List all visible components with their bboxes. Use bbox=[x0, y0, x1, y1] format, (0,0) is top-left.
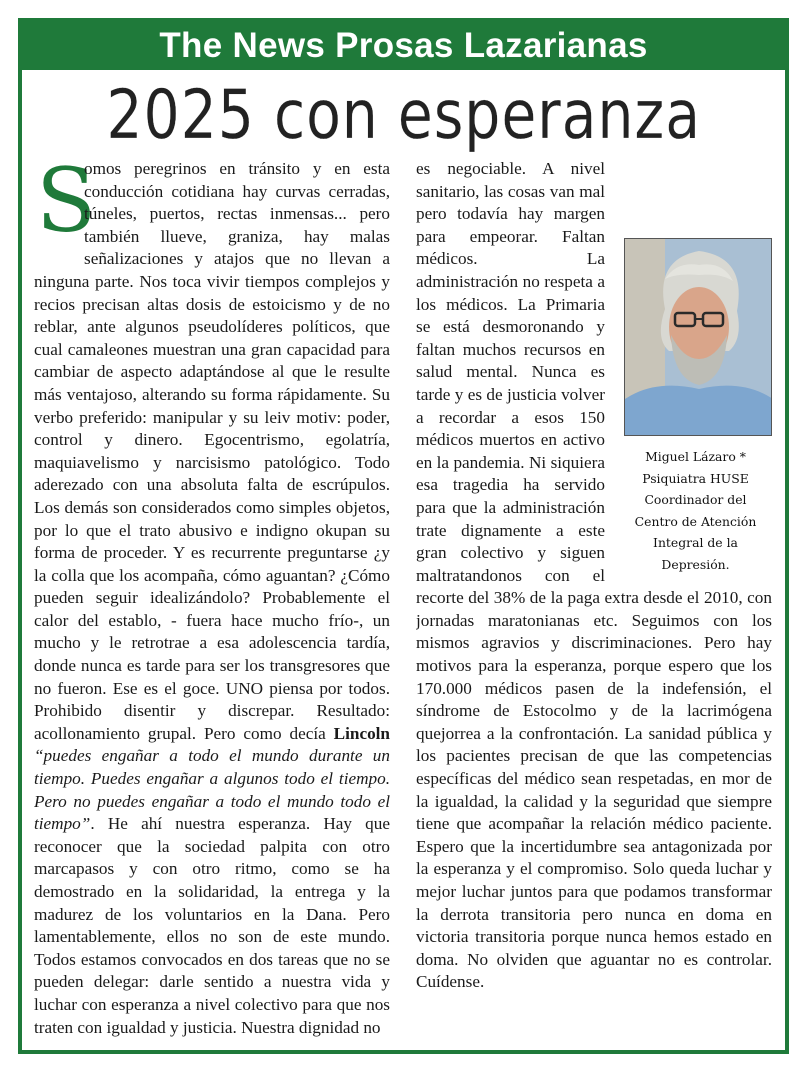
author-box bbox=[615, 238, 772, 579]
lincoln-quote: “puedes engañar a todo el mundo durante un tiempo. Puedes engañar a algunos todo el tiempo. Pero no puedes engañar a todo el mundo todo el tiempo” bbox=[34, 746, 390, 834]
article-text-continued: es negociable. A nivel sanitario, las cosas van mal pero todavía hay margen para empeorar. Faltan médicos. La administración no respeta a los médicos. La Primaria se está desmoronando y faltan muchos recursos en salud mental. Nunca es tarde y es de justicia volver a recordar a esos 150 médicos muertos en activo en la pandemia. Ni siquiera esa tragedia ha servido para que la administración trate dignamente a este gran colectivo y siguen maltratandonos con el recorte del 38% de la paga extra desde el 2010, con jornadas maratonianas etc. Seguimos con los mismos agravios y discriminaciones. Pero hay motivos para la esperanza, porque espero que los 170.000 médicos pasen de la indefensión, el síndrome de Estocolmo y de la lacrimógena quejorrea a la confrontación. La sanidad pública y los pacientes precisan de que las competencias específicas del médico sean respetadas, en mor de la igualdad, la calidad y la seguridad que siempre tiene que acompañar la relación médico paciente. Espero que la incertidumbre sea antagonizada por la esperanza y el compromiso. Solo queda luchar y mejor luchar juntos para que podamos transformar la derrota transitoria pero nunca en doma en victoria transitoria porque nunca hemos estado en doma. No olviden que aguantar no es controlar. Cuídense. bbox=[416, 159, 772, 992]
article-body-continued bbox=[416, 158, 772, 994]
author-role-2: Coordinador del bbox=[644, 492, 747, 507]
author-name: Miguel Lázaro * bbox=[645, 449, 746, 464]
author-photo bbox=[624, 238, 772, 436]
article-text-start: omos peregrinos en tránsito y en esta conducción cotidiana hay curvas cerradas, túneles, puertos, rectas inmensas... pero también llueve, graniza, hay malas señalizaciones y atajos que no llevan a ninguna parte. Nos toca vivir tiempos complejos y recios precisan altas dosis de estoicismo y de no reblar, ante algunos pseudolíderes políticos, que cual camaleones muestran una gran capacidad para cambiar de aspecto adaptándose al que le resulte más ventajoso, alterando su forma rápidamente. Su verbo preferido: manipular y su leiv motiv: poder, control y dinero. Egocentrismo, egolatría, maquiavelismo y narcisismo patológico. Todo aderezado con una absoluta falta de escrúpulos. Los demás son considerados como simples objetos, por lo que el trato abusivo e indigno okupan su forma de proceder. Y es recurrente preguntarse ¿y la colla que los acompaña, cómo aguantan? ¿Cómo pueden seguir idealizándolo? Probablemente el calor del establo, - fuera hace mucho frío-, un mucho y le retrotrae a esa adolescencia tardía, donde nunca es tarde para ser los transgresores que no fueron. Ese es el goce. UNO piensa por todos. Prohibido disentir y discrepar. Resultado: acollonamiento grupal. Pero como decía bbox=[34, 159, 390, 743]
article-body bbox=[34, 158, 390, 1038]
author-role-4: Integral de la bbox=[653, 535, 738, 550]
author-role: Psiquiatra HUSE bbox=[642, 470, 749, 486]
drop-cap: S bbox=[36, 158, 97, 252]
author-role-3: Centro de Atención bbox=[634, 513, 757, 529]
lincoln-name: Lincoln bbox=[333, 723, 390, 743]
section-banner: The News Prosas Lazarianas bbox=[22, 22, 785, 70]
headline-text: 2025 con esperanza bbox=[106, 76, 701, 155]
headline bbox=[22, 74, 785, 158]
article-column-1 bbox=[34, 158, 390, 1038]
article-text-end: . He ahí nuestra esperanza. Hay que reconocer que la sociedad palpita con otro marcapasos y con otro ritmo, como se ha demostrado en la solidaridad, la entrega y la madurez de los voluntarios en la Dana. Pero lamentablemente, ellos no son de este mundo. Todos estamos convocados en dos tareas que no se pueden delegar: darle sentido a nuestra vida y luchar con esperanza a nivel colectivo para que nos traten con igualdad y justicia. Nuestra dignidad no bbox=[34, 814, 390, 1037]
author-portrait-icon bbox=[625, 239, 772, 436]
author-role-5: Depresión. bbox=[661, 556, 730, 572]
author-caption bbox=[619, 446, 772, 575]
article-column-2 bbox=[416, 158, 772, 1038]
